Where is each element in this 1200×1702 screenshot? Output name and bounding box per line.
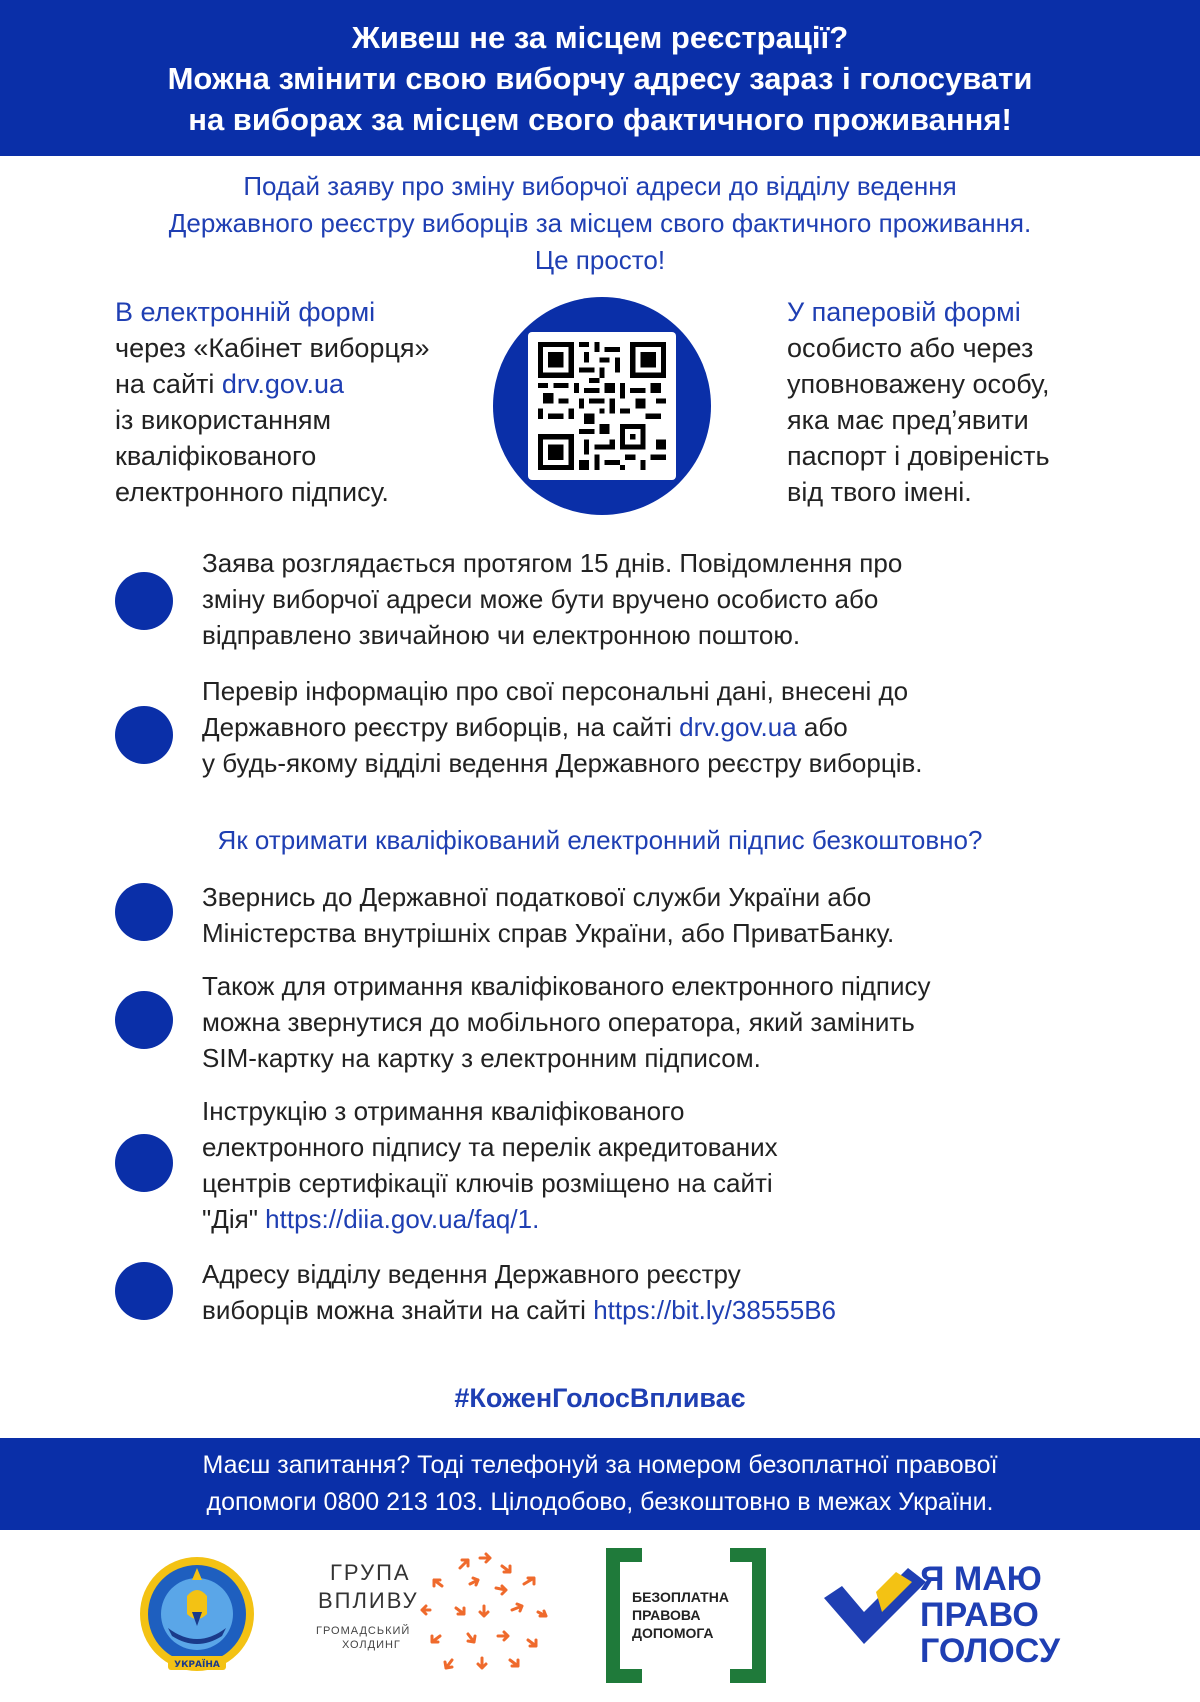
electronic-form-line-3: із використанням bbox=[115, 405, 332, 435]
intro-line-2: Державного реєстру виборців за місцем свого фактичного проживання. bbox=[168, 208, 1032, 238]
check-data-line-3: у будь-якому відділі ведення Державного реєстру виборців. bbox=[202, 748, 923, 778]
mobile-operator-paragraph bbox=[202, 968, 1102, 1076]
cvk-emblem-graphic bbox=[138, 1548, 256, 1680]
bullet-dot-icon bbox=[115, 572, 173, 630]
diia-instructions-line-4 bbox=[202, 1201, 1102, 1237]
diia-instructions-paragraph bbox=[202, 1093, 1102, 1237]
right-bracket-bottom bbox=[730, 1669, 766, 1683]
diia-instructions-line-3: центрів сертифікації ключів розміщено на сайті bbox=[202, 1168, 773, 1198]
office-address-line-2 bbox=[202, 1292, 1102, 1328]
right-bracket-icon bbox=[752, 1548, 766, 1683]
paper-form-line-4: паспорт і довіреність bbox=[787, 441, 1050, 471]
grupa-vplyvu-logo bbox=[308, 1548, 558, 1678]
check-data-paragraph bbox=[202, 673, 1102, 781]
bullet-dot-icon bbox=[115, 706, 173, 764]
checkmark-icon bbox=[820, 1568, 930, 1648]
intro-text bbox=[60, 168, 1140, 279]
drv-link-2[interactable]: drv.gov.ua bbox=[679, 712, 797, 742]
office-address-line-2-text: виборців можна знайти на сайті bbox=[202, 1295, 594, 1325]
footer-banner bbox=[0, 1438, 1200, 1530]
grupa-line-1: ГРУПА bbox=[330, 1560, 411, 1585]
diia-instructions-line-2: електронного підпису та перелік акредитованих bbox=[202, 1132, 778, 1162]
office-address-line-1: Адресу відділу ведення Державного реєстру bbox=[202, 1259, 741, 1289]
legal-line-1: БЕЗОПЛАТНА bbox=[632, 1589, 729, 1605]
bitly-link[interactable]: https://bit.ly/38555B6 bbox=[593, 1295, 837, 1325]
check-data-line-2-suffix: або bbox=[796, 712, 848, 742]
pravo-line-1: Я МАЮ bbox=[920, 1560, 1042, 1598]
check-data-line-2-text: Державного реєстру виборців, на сайті bbox=[202, 712, 680, 742]
review-period-paragraph bbox=[202, 545, 1102, 653]
mobile-operator-line-2: можна звернутися до мобільного оператора, який замінить bbox=[202, 1007, 915, 1037]
legal-line-3: ДОПОМОГА bbox=[632, 1625, 714, 1641]
left-bracket-icon bbox=[606, 1548, 620, 1683]
review-period-line-1: Заява розглядається протягом 15 днів. Повідомлення про bbox=[202, 548, 903, 578]
left-bracket-top bbox=[606, 1548, 642, 1562]
footer-line-2: допомоги 0800 213 103. Цілодобово, безкоштовно в межах України. bbox=[206, 1488, 994, 1516]
legal-aid-logo bbox=[606, 1548, 766, 1683]
diia-instructions-line-1: Інструкцію з отримання кваліфікованого bbox=[202, 1096, 685, 1126]
mobile-operator-line-3: SIM-картку на картку з електронним підписом. bbox=[202, 1043, 761, 1073]
pravo-golosu-logo bbox=[820, 1560, 1080, 1680]
cvk-emblem-logo bbox=[138, 1548, 256, 1680]
pravo-line-3: ГОЛОСУ bbox=[920, 1632, 1060, 1670]
review-period-line-3: відправлено звичайною чи електронною поштою. bbox=[202, 620, 801, 650]
footer-line-1: Маєш запитання? Тоді телефонуй за номером безоплатної правової bbox=[202, 1451, 998, 1479]
bullet-dot-icon bbox=[115, 1262, 173, 1320]
grupa-line-2: ВПЛИВУ bbox=[318, 1588, 419, 1613]
header-banner bbox=[0, 0, 1200, 156]
arrows-burst-icon bbox=[420, 1548, 550, 1676]
paper-form-line-1: особисто або через bbox=[787, 333, 1034, 363]
bullet-dot-icon bbox=[115, 1134, 173, 1192]
grupa-sub-1: ГРОМАДСЬКИЙ bbox=[316, 1625, 411, 1637]
legal-line-2: ПРАВОВА bbox=[632, 1607, 701, 1623]
diia-link[interactable]: https://diia.gov.ua/faq/1. bbox=[265, 1204, 540, 1234]
campaign-hashtag: #КоженГолосВпливає bbox=[454, 1383, 746, 1413]
mobile-operator-line-1: Також для отримання кваліфікованого електронного підпису bbox=[202, 971, 931, 1001]
electronic-form-line-1: через «Кабінет виборця» bbox=[115, 333, 430, 363]
header-title-line-1: Живеш не за місцем реєстрації? bbox=[351, 19, 849, 55]
intro-line-1: Подай заяву про зміну виборчої адреси до відділу ведення bbox=[243, 171, 957, 201]
header-title-line-3: на виборах за місцем свого фактичного проживання! bbox=[188, 101, 1012, 137]
office-address-paragraph bbox=[202, 1256, 1102, 1328]
electronic-form-line-4: кваліфікованого bbox=[115, 441, 317, 471]
paper-form-line-2: уповноважену особу, bbox=[787, 369, 1050, 399]
drv-link[interactable]: drv.gov.ua bbox=[221, 369, 344, 399]
right-bracket-top bbox=[730, 1548, 766, 1562]
electronic-form-heading: В електронній формі bbox=[115, 297, 376, 327]
diia-instructions-line-4-text: "Дія" bbox=[202, 1204, 266, 1234]
left-bracket-bottom bbox=[606, 1669, 642, 1683]
header-title-line-2: Можна змінити свою виборчу адресу зараз і голосувати bbox=[167, 60, 1033, 96]
pravo-line-2: ПРАВО bbox=[920, 1596, 1039, 1634]
intro-line-3: Це просто! bbox=[534, 245, 666, 275]
paper-form-heading: У паперовій формі bbox=[787, 297, 1021, 327]
paper-form-column bbox=[787, 294, 1117, 510]
check-data-line-2 bbox=[202, 709, 1102, 745]
tax-service-paragraph bbox=[202, 879, 1102, 951]
bullet-dot-icon bbox=[115, 991, 173, 1049]
cvk-country-text: УКРАЇНА bbox=[174, 1660, 220, 1670]
review-period-line-2: зміну виборчої адреси може бути вручено особисто або bbox=[202, 584, 879, 614]
electronic-form-line-5: електронного підпису. bbox=[115, 477, 389, 507]
paper-form-line-3: яка має пред’явити bbox=[787, 405, 1029, 435]
paper-form-line-5: від твого імені. bbox=[787, 477, 972, 507]
tax-service-line-2: Міністерства внутрішніх справ України, або ПриватБанку. bbox=[202, 918, 895, 948]
electronic-form-column bbox=[115, 294, 495, 510]
electronic-form-line-2-text: на сайті bbox=[115, 369, 222, 399]
tax-service-line-1: Звернись до Державної податкової служби України або bbox=[202, 882, 872, 912]
grupa-sub-2: ХОЛДИНГ bbox=[342, 1639, 401, 1651]
bullet-dot-icon bbox=[115, 883, 173, 941]
qr-code-icon[interactable] bbox=[528, 332, 676, 480]
qr-code-graphic bbox=[538, 342, 666, 470]
check-data-line-1: Перевір інформацію про свої персональні дані, внесені до bbox=[202, 676, 909, 706]
electronic-form-line-2 bbox=[115, 366, 495, 402]
signature-subheading: Як отримати кваліфікований електронний підпис безкоштовно? bbox=[217, 825, 983, 855]
